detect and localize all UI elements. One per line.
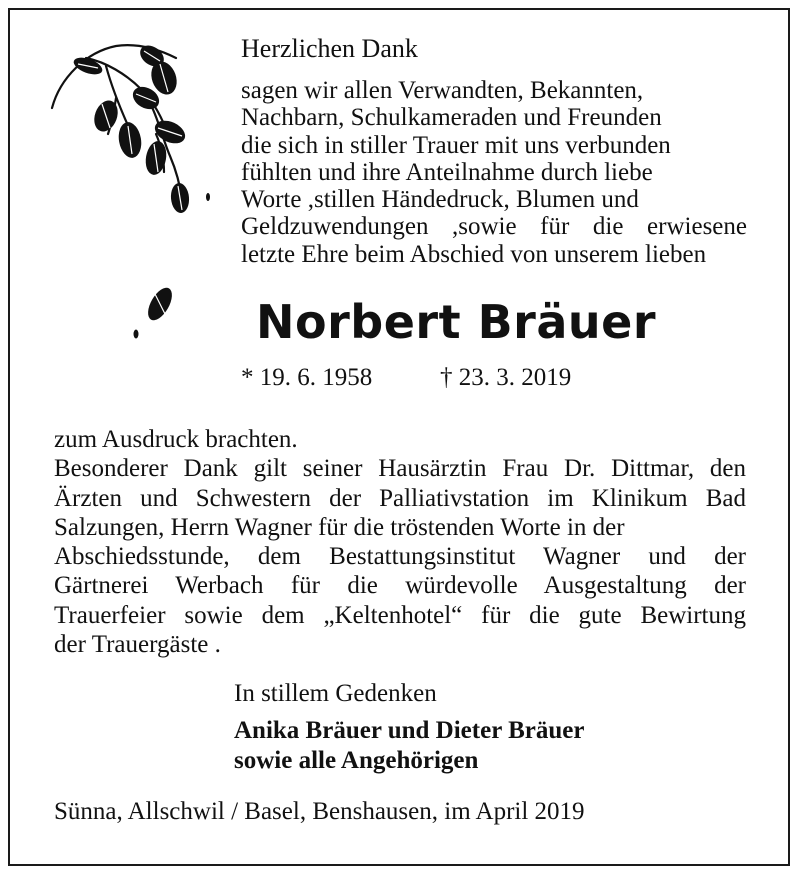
- intro-line: fühlten und ihre Anteilnahme durch liebe: [241, 158, 653, 186]
- thanks-heading: Herzlichen Dank: [241, 34, 418, 63]
- body-line: Gärtnerei Werbach für die würdevolle Ausgestaltung der: [54, 572, 746, 600]
- body-line: Abschiedsstunde, dem Bestattungsinstitut Wagner und der: [54, 543, 746, 571]
- body-line: Trauerfeier sowie dem „Keltenhotel“ für die gute Bewirtung: [54, 601, 746, 629]
- intro-line: letzte Ehre beim Abschied von unserem lieben: [241, 240, 707, 268]
- deceased-name: Norbert Bräuer: [256, 295, 657, 349]
- signer-line: Anika Bräuer und Dieter Bräuer: [234, 717, 585, 744]
- birch-branch-icon: [46, 38, 226, 348]
- body-line: Besonderer Dank gilt seiner Hausärztin Frau Dr. Dittmar, den: [54, 455, 746, 483]
- thanks-body: [54, 425, 746, 659]
- memory-line: In stillem Gedenken: [234, 680, 437, 707]
- place-date: Sünna, Allschwil / Basel, Benshausen, im April 2019: [54, 798, 585, 825]
- death-date: † 23. 3. 2019: [440, 364, 572, 391]
- birth-date: * 19. 6. 1958: [241, 364, 373, 391]
- intro-paragraph: [241, 77, 747, 268]
- body-line: der Trauergäste .: [54, 631, 221, 659]
- signers: [234, 716, 584, 776]
- body-line: zum Ausdruck brachten.: [54, 426, 298, 453]
- body-line: Ärzten und Schwestern der Palliativstation im Klinikum Bad: [54, 484, 746, 512]
- intro-line: Geldzuwendungen ,sowie für die erwiesene: [241, 213, 747, 241]
- intro-line: sagen wir allen Verwandten, Bekannten,: [241, 77, 644, 104]
- intro-line: die sich in stiller Trauer mit uns verbunden: [241, 131, 671, 159]
- signer-line: sowie alle Angehörigen: [234, 747, 479, 774]
- body-line: Salzungen, Herrn Wagner für die tröstenden Worte in der: [54, 513, 625, 541]
- intro-line: Nachbarn, Schulkameraden und Freunden: [241, 104, 662, 132]
- intro-line: Worte ,stillen Händedruck, Blumen und: [241, 186, 639, 214]
